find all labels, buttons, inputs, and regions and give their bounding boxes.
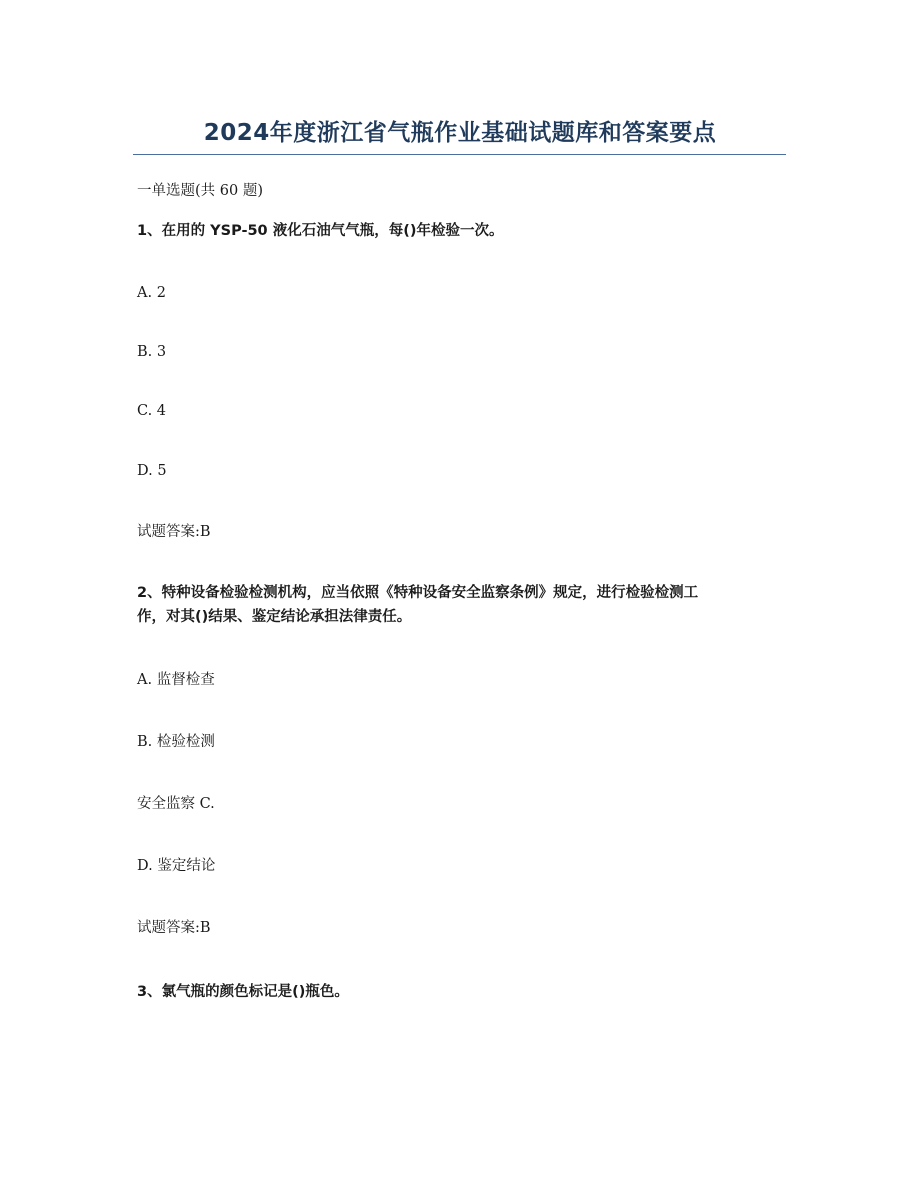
question-1-option-b: B. 3 bbox=[137, 344, 167, 360]
question-2-answer: 试题答案:B bbox=[137, 920, 211, 936]
question-2-option-d: D. 鉴定结论 bbox=[137, 858, 216, 874]
question-1-option-c: C. 4 bbox=[137, 403, 167, 419]
question-3-stem: 3、氯气瓶的颜色标记是()瓶色。 bbox=[137, 984, 349, 1000]
question-1-stem: 1、在用的 YSP-50 液化石油气气瓶，每()年检验一次。 bbox=[137, 223, 504, 239]
question-2-option-a: A. 监督检查 bbox=[137, 672, 215, 688]
question-1-option-d: D. 5 bbox=[137, 463, 167, 479]
page-title: 2024年度浙江省气瓶作业基础试题库和答案要点 bbox=[203, 120, 717, 146]
title-underline bbox=[133, 154, 786, 155]
question-1-option-a: A. 2 bbox=[137, 285, 166, 301]
question-2-option-b: B. 检验检测 bbox=[137, 734, 215, 750]
question-2-option-c: 安全监察 C. bbox=[137, 796, 215, 812]
question-2-stem-line-2: 作，对其()结果、鉴定结论承担法律责任。 bbox=[137, 609, 412, 625]
section-heading: 一单选题(共 60 题) bbox=[137, 183, 263, 199]
question-2-stem-line-1: 2、特种设备检验检测机构，应当依照《特种设备安全监察条例》规定，进行检验检测工 bbox=[137, 585, 699, 601]
question-1-answer: 试题答案:B bbox=[137, 524, 211, 540]
